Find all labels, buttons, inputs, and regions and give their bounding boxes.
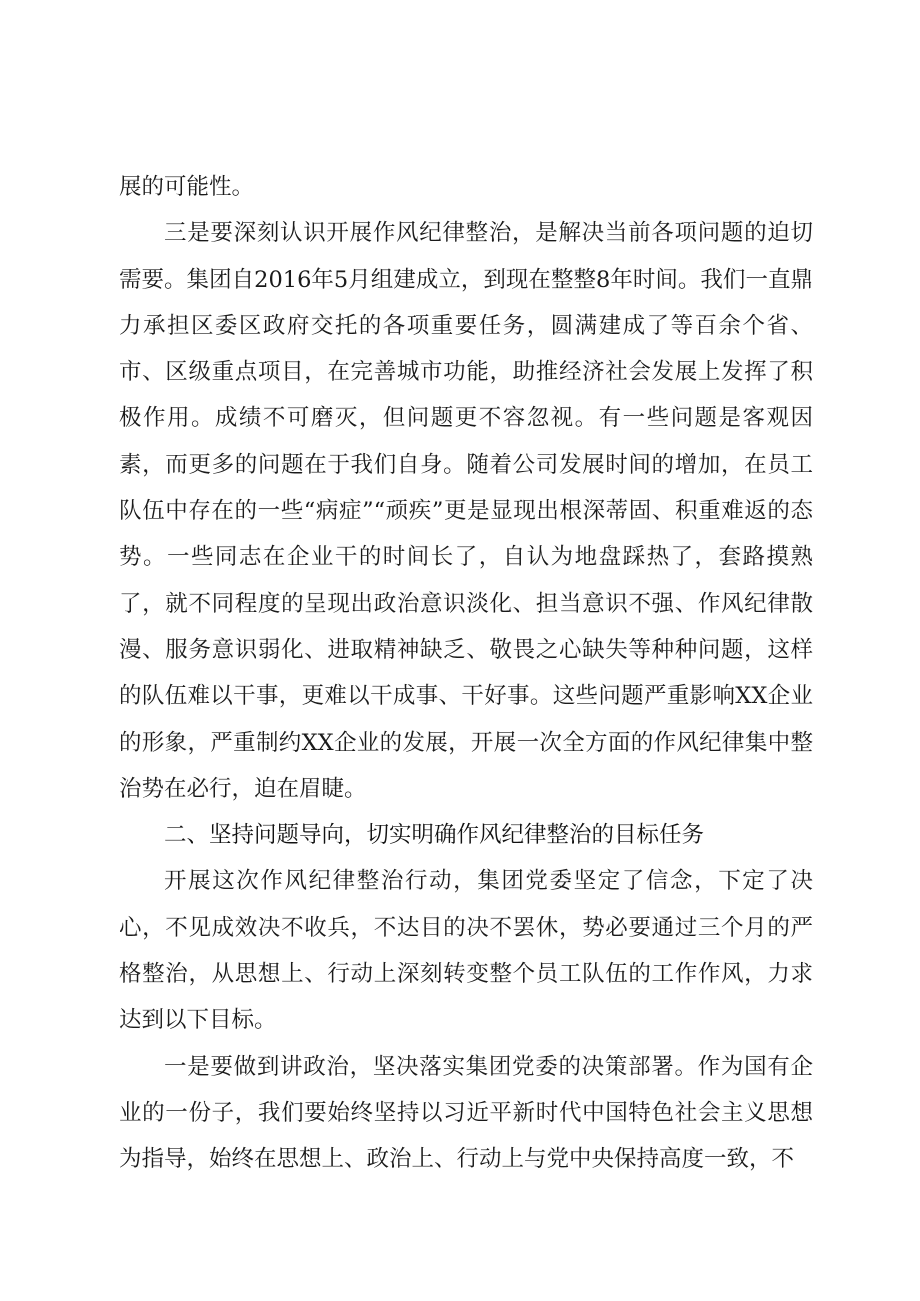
document-body: [119, 164, 813, 1183]
section-heading: 二、坚持问题导向，切实明确作风纪律整治的目标任务: [164, 822, 705, 849]
paragraph-continuation: 展的可能性。: [119, 174, 255, 200]
paragraph-goal-one: 一是要做到讲政治，坚决落实集团党委的决策部署。作为国有企业的一份子，我们要始终坚持以习近平新时代中国特色社会主义思想为指导，始终在思想上、政治上、行动上与党中央保持高度一致，不: [119, 1053, 813, 1173]
paragraph-goals-intro: 开展这次作风纪律整治行动，集团党委坚定了信念，下定了决心，不见成效决不收兵，不达目的决不罢休，势必要通过三个月的严格整治，从思想上、行动上深刻转变整个员工队伍的工作作风，力求达到以下目标。: [119, 868, 813, 1034]
paragraph-point-three: 三是要深刻认识开展作风纪律整治，是解决当前各项问题的迫切需要。集团自2016年5月组建成立，到现在整整8年时间。我们一直鼎力承担区委区政府交托的各项重要任务，圆满建成了等百余个省、市、区级重点项目，在完善城市功能，助推经济社会发展上发挥了积极作用。成绩不可磨灭，但问题更不容忽视。有一些问题是客观因素，而更多的问题在于我们自身。随着公司发展时间的增加，在员工队伍中存在的一些“病症”“顽疾”更是显现出根深蒂固、积重难返的态势。一些同志在企业干的时间长了，自认为地盘踩热了，套路摸熟了，就不同程度的呈现出政治意识淡化、担当意识不强、作风纪律散漫、服务意识弱化、进取精神缺乏、敬畏之心缺失等种种问题，这样的队伍难以干事，更难以干成事、干好事。这些问题严重影响XX企业的形象，严重制约XX企业的发展，开展一次全方面的作风纪律集中整治势在必行，迫在眉睫。: [119, 220, 813, 802]
